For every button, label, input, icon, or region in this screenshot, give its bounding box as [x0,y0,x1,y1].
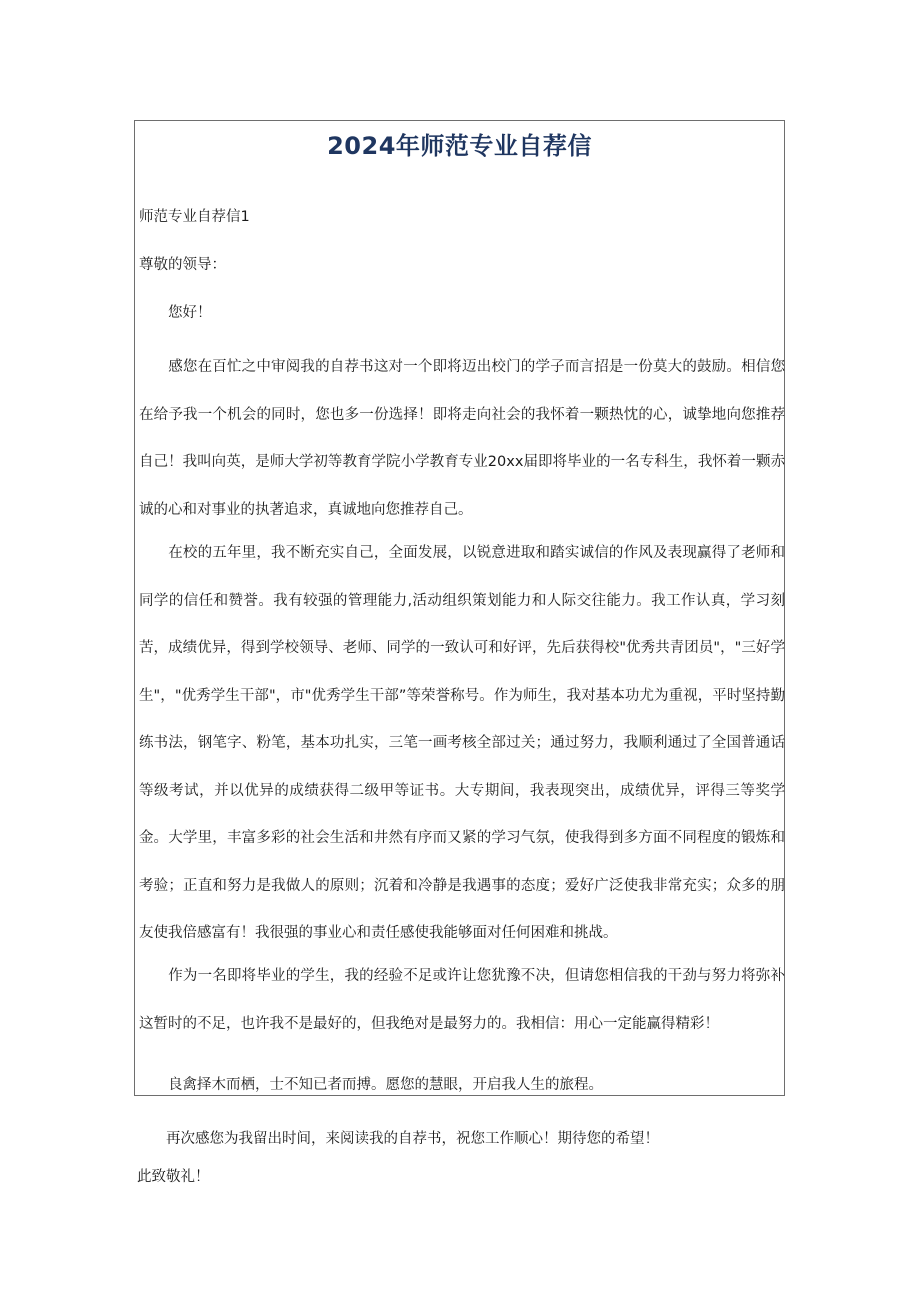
paragraph-text: 大学里，丰富多彩的社会生活和井然有序而又紧的学习气氛，使我得到多方面不同程度的锻炼和考验；正直和努力是我做人的原则；沉着和冷静是我遇事的态度；爱好广泛使我非常充实；众多的朋友使我倍感富有！我很强的事业心和责任感使我能够面对任何困难和挑战。 [139,830,785,941]
letter-salutation: 尊敬的领导： [139,257,226,273]
body-paragraph-3 [139,815,785,958]
paragraph-text: 作为一名即将毕业的学生，我的经验不足或许让您犹豫不决，但请您相信我的干劲与努力将弥补这暂时的不足，也许我不是最好的，但我绝对是最努力的。我相信：用心一定能赢得精彩！ [139,968,785,1032]
body-paragraph-1 [139,344,785,534]
document-title: 2024年师范专业自荐信 [327,132,592,160]
paragraph-text: 在校的五年里，我不断充实自己，全面发展，以锐意进取和踏实诚信的作风及表现赢得了老师和同学的信任和赞誉。我有较强的管理能力,活动组织策划能力和人际交往能力。我工作认真，学习刻苦，成绩优异，得到学校领导、老师、同学的一致认可和好评，先后获得校"优秀共青团员"，"三好学生"，"优秀学生干部"，市"优秀学生干部”等荣誉称号。作为师生，我对基本功尤为重视，平时坚持勤练书法，钢笔字、粉笔，基本功扎实，三笔一画考核全部过关；通过努力，我顺利通过了全国普通话等级考试，并以优异的成绩获得二级甲等证书。大专期间，我表现突出，成绩优异，评得三等奖学金。 [139,545,785,846]
body-paragraph-4 [139,953,785,1048]
body-paragraph-5 [139,1065,785,1105]
closing-line: 再次感您为我留出时间，来阅读我的自荐书，祝您工作顺心！期待您的希望！ [166,1131,659,1147]
body-paragraph-2 [139,530,785,863]
paragraph-text: 感您在百忙之中审阅我的自荐书这对一个即将迈出校门的学子而言招是一份莫大的鼓励。相信您在给予我一个机会的同时，您也多一份选择！即将走向社会的我怀着一颗热忱的心，诚挚地向您推荐自己！我叫向英，是师大学初等教育学院小学教育专业20xx届即将毕业的一名专科生，我怀着一颗赤诚的心和对事业的执著追求，真诚地向您推荐自己。 [139,359,785,518]
letter-greeting: 您好！ [168,305,212,321]
letter-subtitle: 师范专业自荐信1 [139,209,250,225]
sign-off: 此致敬礼！ [137,1169,210,1185]
paragraph-text: 良禽择木而栖，士不知已者而搏。愿您的慧眼，开启我人生的旅程。 [168,1077,603,1093]
